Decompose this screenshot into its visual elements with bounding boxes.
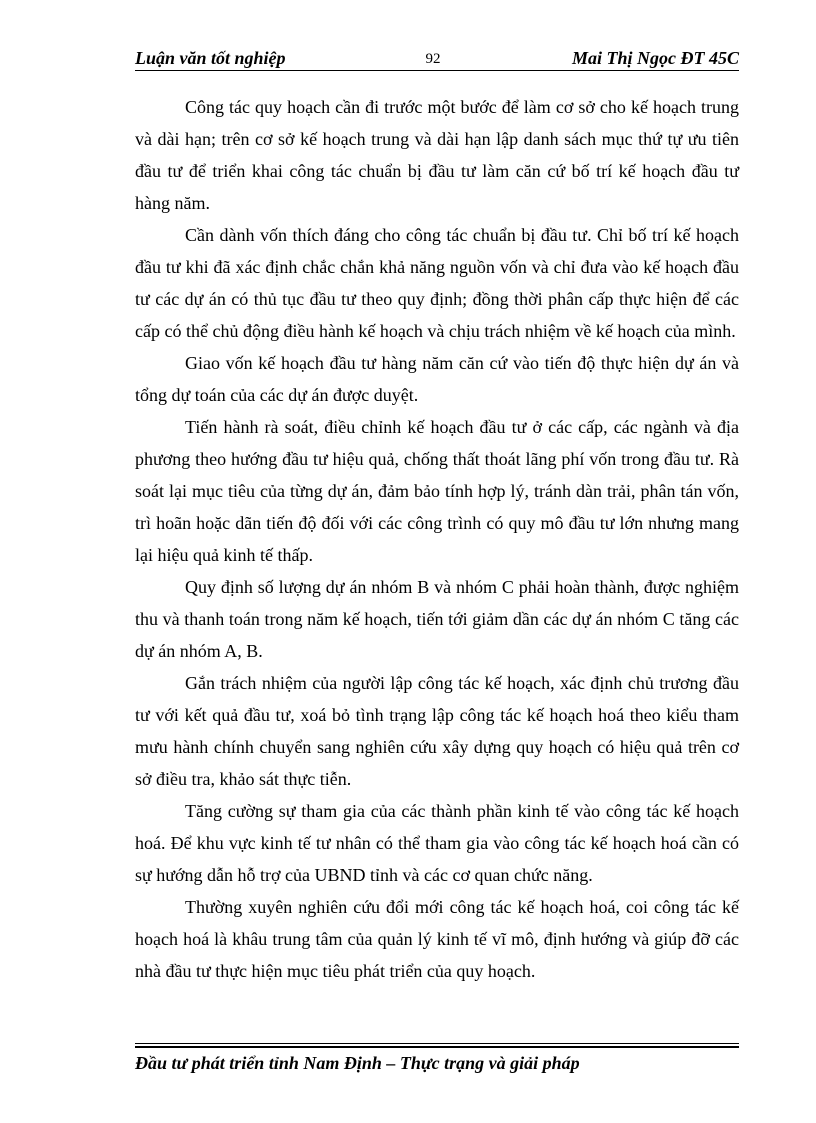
page-number: 92 xyxy=(425,51,441,67)
paragraph: Giao vốn kế hoạch đầu tư hàng năm căn cứ vào tiến độ thực hiện dự án và tổng dự toán của các dự án được duyệt. xyxy=(135,353,739,405)
paragraph: Gắn trách nhiệm của người lập công tác kế hoạch, xác định chủ trương đầu tư với kết quả đầu tư, xoá bỏ tình trạng lập công tác kế hoạch hoá theo kiểu tham mưu hành chính chuyển sang nghiên cứu xây dựng quy hoạch có hiệu quả trên cơ sở điều tra, khảo sát thực tiễn. xyxy=(135,673,739,789)
header-divider xyxy=(135,70,739,71)
header-thesis-title: Luận văn tốt nghiệp xyxy=(135,48,286,68)
footer-divider-thin xyxy=(135,1043,739,1044)
page-header xyxy=(135,48,739,70)
paragraph: Tiến hành rà soát, điều chỉnh kế hoạch đầu tư ở các cấp, các ngành và địa phương theo hướng đầu tư hiệu quả, chống thất thoát lãng phí vốn trong đầu tư. Rà soát lại mục tiêu của từng dự án, đảm bảo tính hợp lý, tránh dàn trải, phân tán vốn, trì hoãn hoặc dãn tiến độ đối với các công trình có quy mô đầu tư lớn nhưng mang lại hiệu quả kinh tế thấp. xyxy=(135,417,739,565)
paragraph: Cần dành vốn thích đáng cho công tác chuẩn bị đầu tư. Chỉ bố trí kế hoạch đầu tư khi đã xác định chắc chắn khả năng nguồn vốn và chỉ đưa vào kế hoạch đầu tư các dự án có thủ tục đầu tư theo quy định; đồng thời phân cấp thực hiện để các cấp có thể chủ động điều hành kế hoạch và chịu trách nhiệm về kế hoạch của mình. xyxy=(135,225,739,341)
paragraph: Thường xuyên nghiên cứu đổi mới công tác kế hoạch hoá, coi công tác kế hoạch hoá là khâu trung tâm của quản lý kinh tế vĩ mô, định hướng và giúp đỡ các nhà đầu tư thực hiện mục tiêu phát triển của quy hoạch. xyxy=(135,897,739,981)
document-body xyxy=(135,91,739,987)
paragraph: Quy định số lượng dự án nhóm B và nhóm C phải hoàn thành, được nghiệm thu và thanh toán trong năm kế hoạch, tiến tới giảm dần các dự án nhóm C tăng các dự án nhóm A, B. xyxy=(135,577,739,661)
header-author: Mai Thị Ngọc ĐT 45C xyxy=(571,48,739,68)
footer-divider-thick xyxy=(135,1046,739,1048)
paragraph: Tăng cường sự tham gia của các thành phần kinh tế vào công tác kế hoạch hoá. Để khu vực kinh tế tư nhân có thể tham gia vào công tác kế hoạch hoá cần có sự hướng dẫn hỗ trợ của UBND tỉnh và các cơ quan chức năng. xyxy=(135,801,739,885)
page-footer: Đầu tư phát triển tỉnh Nam Định – Thực trạng và giải pháp xyxy=(135,1053,580,1073)
paragraph: Công tác quy hoạch cần đi trước một bước để làm cơ sở cho kế hoạch trung và dài hạn; trên cơ sở kế hoạch trung và dài hạn lập danh sách mục thứ tự ưu tiên đầu tư để triển khai công tác chuẩn bị đầu tư làm căn cứ bố trí kế hoạch đầu tư hàng năm. xyxy=(135,97,739,213)
